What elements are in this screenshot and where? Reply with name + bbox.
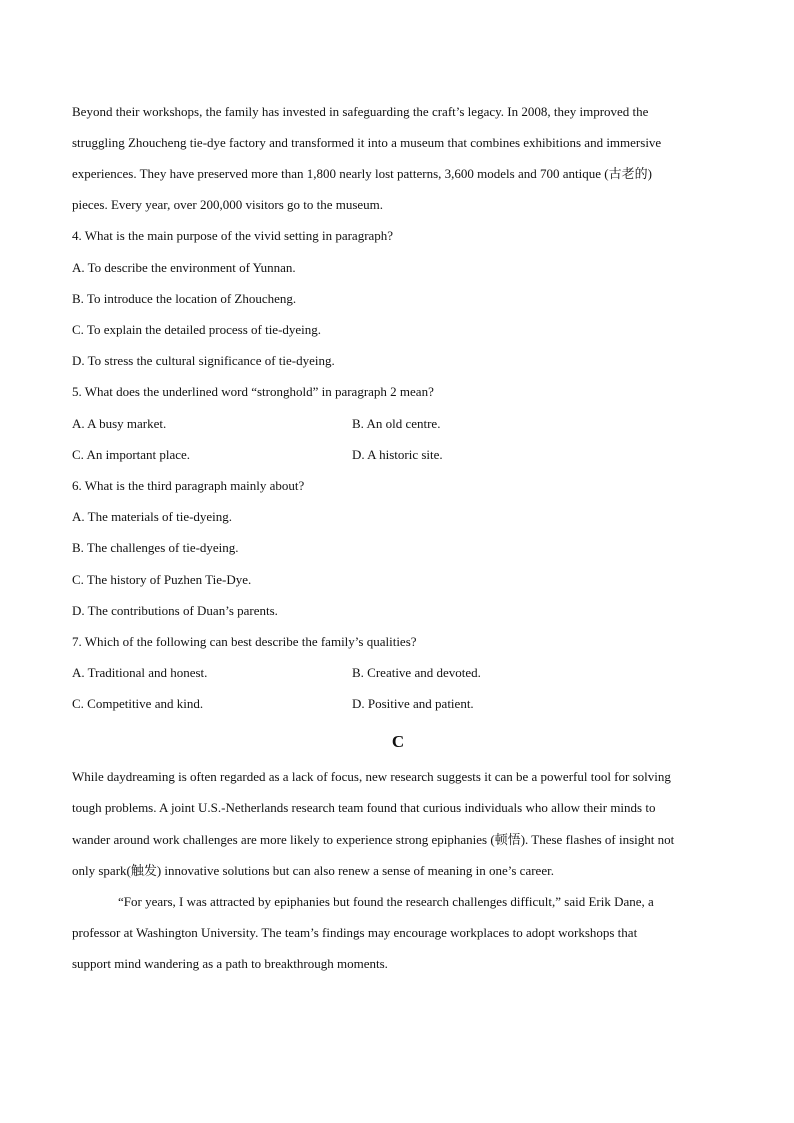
section-c-para1-line-4: only spark(触发) innovative solutions but can also renew a sense of meaning in one’s career. <box>72 863 554 878</box>
passage-line-4: pieces. Every year, over 200,000 visitors go to the museum. <box>72 197 384 212</box>
question-4-option-b: B. To introduce the location of Zhoucheng. <box>72 291 297 306</box>
section-c-para1-line-3: wander around work challenges are more likely to experience strong epiphanies (顿悟). These flashes of insight not <box>72 832 675 847</box>
section-c-para2-line-1: “For years, I was attracted by epiphanies but found the research challenges difficult,” said Erik Dane, a <box>118 894 654 909</box>
question-6-option-c: C. The history of Puzhen Tie-Dye. <box>72 572 252 587</box>
question-5-option-c: C. An important place. <box>72 447 191 462</box>
passage-line-3: experiences. They have preserved more than 1,800 nearly lost patterns, 3,600 models and 700 antique (古老的) <box>72 166 652 181</box>
question-6-option-b: B. The challenges of tie-dyeing. <box>72 540 239 555</box>
question-7-option-a: A. Traditional and honest. <box>72 665 208 680</box>
question-7-option-d: D. Positive and patient. <box>352 696 474 711</box>
question-7-option-b: B. Creative and devoted. <box>352 665 481 680</box>
section-c-para2-line-2: professor at Washington University. The team’s findings may encourage workplaces to adopt workshops that <box>72 925 638 940</box>
section-c-para1-line-1: While daydreaming is often regarded as a lack of focus, new research suggests it can be a powerful tool for solving <box>72 769 671 784</box>
question-5-option-b: B. An old centre. <box>352 416 441 431</box>
question-4-option-d: D. To stress the cultural significance of tie-dyeing. <box>72 353 335 368</box>
question-4-option-c: C. To explain the detailed process of tie-dyeing. <box>72 322 322 337</box>
question-4-option-a: A. To describe the environment of Yunnan. <box>72 260 296 275</box>
question-5-option-d: D. A historic site. <box>352 447 443 462</box>
question-7-option-c: C. Competitive and kind. <box>72 696 204 711</box>
passage-line-2: struggling Zhoucheng tie-dye factory and transformed it into a museum that combines exhibitions and immersive <box>72 135 662 150</box>
section-c-heading: C <box>391 732 405 751</box>
question-5-option-a: A. A busy market. <box>72 416 167 431</box>
question-5-stem: 5. What does the underlined word “stronghold” in paragraph 2 mean? <box>72 384 434 399</box>
question-4-stem: 4. What is the main purpose of the vivid setting in paragraph? <box>72 228 394 243</box>
question-6-stem: 6. What is the third paragraph mainly about? <box>72 478 305 493</box>
section-c-para1-line-2: tough problems. A joint U.S.-Netherlands research team found that curious individuals who allow their minds to <box>72 800 656 815</box>
question-6-option-d: D. The contributions of Duan’s parents. <box>72 603 278 618</box>
passage-line-1: Beyond their workshops, the family has invested in safeguarding the craft’s legacy. In 2008, they improved the <box>72 104 649 119</box>
question-7-stem: 7. Which of the following can best describe the family’s qualities? <box>72 634 417 649</box>
section-c-para2-line-3: support mind wandering as a path to breakthrough moments. <box>72 956 388 971</box>
question-6-option-a: A. The materials of tie-dyeing. <box>72 509 233 524</box>
